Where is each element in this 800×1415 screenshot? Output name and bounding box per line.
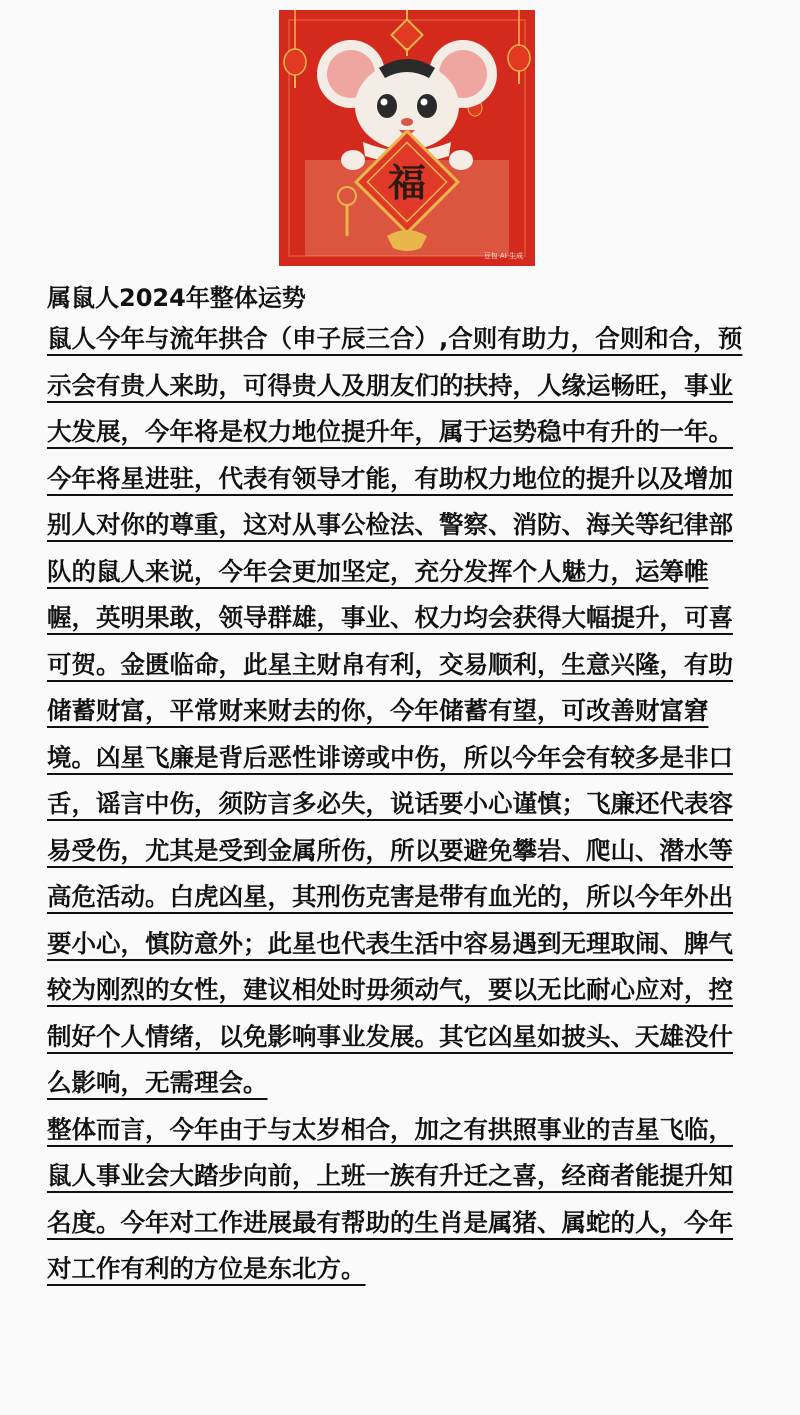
article xyxy=(47,280,747,1293)
paragraph-3 xyxy=(47,1107,747,1293)
rat-paw-right xyxy=(449,150,473,170)
paragraph-2 xyxy=(47,456,747,1107)
paragraph-1 xyxy=(47,316,747,456)
rat-paw-left xyxy=(341,150,365,170)
rat-nose xyxy=(401,118,413,126)
article-title xyxy=(47,280,747,316)
paragraph-2-text: 今年将星进驻，代表有领导才能，有助权力地位的提升以及增加别人对你的尊重，这对从事公检法、警察、消防、海关等纪律部队的鼠人来说，今年会更加坚定，充分发挥个人魅力，运筹帷幄，英明果敢，领导群雄，事业、权力均会获得大幅提升，可喜可贺。金匮临命，此星主财帛有利，交易顺利，生意兴隆，有助储蓄财富，平常财来财去的你，今年储蓄有望，可改善财富窘境。凶星飞廉是背后恶性诽谤或中伤，所以今年会有较多是非口舌，谣言中伤，须防言多必失，说话要小心谨慎；飞廉还代表容易受伤，尤其是受到金属所伤，所以要避免攀岩、爬山、潜水等高危活动。白虎凶星，其刑伤克害是带有血光的，所以今年外出要小心，慎防意外；此星也代表生活中容易遇到无理取闹、脾气较为刚烈的女性，建议相处时毋须动气，要以无比耐心应对，控制好个人情绪，以免影响事业发展。其它凶星如披头、天雄没什么影响，无需理会。 xyxy=(47,463,733,1097)
watermark-text: 豆包 AI 生成 xyxy=(483,252,523,260)
gold-ingot-icon xyxy=(387,230,427,251)
paragraph-1-text: 鼠人今年与流年拱合（申子辰三合）,合则有助力，合则和合，预示会有贵人来助，可得贵人及朋友们的扶持，人缘运畅旺，事业大发展，今年将是权力地位提升年，属于运势稳中有升的一年。 xyxy=(47,324,743,446)
rat-illustration xyxy=(279,10,535,266)
rat-eye-left xyxy=(377,94,397,118)
paragraph-3-text: 整体而言，今年由于与太岁相合，加之有拱照事业的吉星飞临，鼠人事业会大踏步向前，上班一族有升迁之喜，经商者能提升知名度。今年对工作进展最有帮助的生肖是属猪、属蛇的人，今年对工作有利的方位是东北方。 xyxy=(47,1114,733,1283)
fu-character: 福 xyxy=(387,160,427,205)
rat-eye-right xyxy=(417,94,437,118)
zodiac-rat-fu-image xyxy=(279,10,535,266)
article-title-text: 属鼠人2024年整体运势 xyxy=(47,284,306,312)
